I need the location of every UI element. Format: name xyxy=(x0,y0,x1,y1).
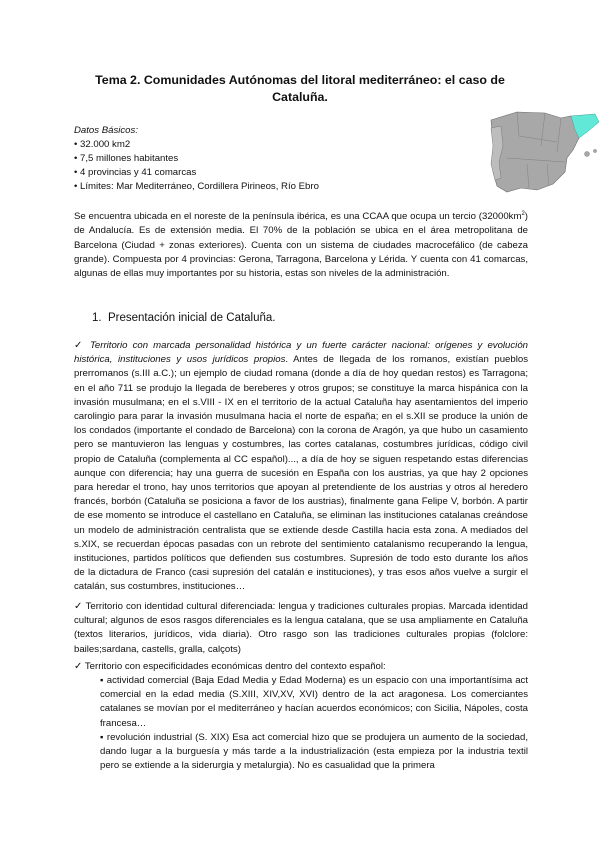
section-heading: 1. Presentación inicial de Cataluña. xyxy=(92,312,276,324)
check-icon: ✓ xyxy=(74,601,83,612)
point-history: ✓ Territorio con marcada personalidad histórica y un fuerte carácter nacional: orígenes y evolución histórica, instituciones y usos jurídicos propios. Antes de llegada de los romanos, existían pueblos prerromanos (s.III a.C.); un ejemplo de ciudad romana (donde a día de hoy quedan restos) es Tarragona; en el año 711 se produjo la llegada de bereberes y otros grupos; se constituye la marca hispánica con la invasión musulmana; en el s.VIII - IX en el territorio de la actual Cataluña hay asentamientos del imperio carolingio para parar la invasión musulmana hacia el norte de españa; en el s.XII se produce la unión de los condados (importante el condado de Barcelona) con la corona de Aragón, ya que hubo un casamiento pero se mantuvieron las lenguas y costumbres, las cortes catalanas, costumbres jurídicas, código civil propio de Cataluña (complementa al CC español)..., a día de hoy se siguen respetando estas diferencias aunque con diferencia; hay una guerra de sucesión en España con los austrias, ya que hay 2 opciones para heredar el trono, hay unos territorios que apoyan al pretendiente de los austrias y otros al heredero francés, borbón (Cataluña se posiciona a favor de los austrias), finalmente gana Felipe V, borbón. A partir de ese momento se introduce el castellano en Cataluña, se eliminan las instituciones catalanas creándose un modelo de administración centralista que se extiende desde Castilla hacia esta zona. A mediados del s.XIX, se recuerdan épocas pasadas con un rebrote del sentimiento catalanismo recuperando la lengua, instituciones, partidos políticos que defienden sus costumbres. Supresión de todo esto durante los años de la dictadura de Franco (casi supresión del catalán e instituciones), y tras esos años vuelve a surgir el catalán, sus costumbres, instituciones… xyxy=(74,340,528,593)
list-item: ▪ actividad comercial (Baja Edad Media y Edad Moderna) es un espacio con una importantísima act comercial en la edad media (S.XIII, XIV,XV, XVI) dentro de la act aragonesa. Los comerciantes catalanes se movían por el mediterráneo y hacían acuerdos económicos; con Sicilia, Nápoles, costa francesa… xyxy=(100,675,528,729)
check-icon: ✓ xyxy=(74,661,83,672)
spain-map-image xyxy=(487,106,600,198)
basic-data-item: • 4 provincias y 41 comarcas xyxy=(74,167,197,178)
economy-bullets xyxy=(92,674,528,773)
basic-data-label: Datos Básicos: xyxy=(74,125,138,136)
basic-data-item: • Límites: Mar Mediterráneo, Cordillera Pirineos, Río Ebro xyxy=(74,181,319,192)
point-economy: ✓ Territorio con especificidades económicas dentro del contexto español: xyxy=(74,661,386,672)
point-culture: ✓ Territorio con identidad cultural diferenciada: lengua y tradiciones culturales propias. Marcada identidad cultural; algunos de esos rasgos diferenciales es la lengua catalana, que se usa ampliamente en Cataluña (textos literarios, jurídicos, vida diaria). Otro rasgo son las tradiciones culturales propias (folclore: bailes;sardana, castells, gralla, calçots) xyxy=(74,601,528,655)
basic-data-item: • 32.000 km2 xyxy=(74,139,131,150)
basic-data xyxy=(74,124,474,194)
page-title: Tema 2. Comunidades Autónomas del litoral mediterráneo: el caso de Cataluña. xyxy=(95,73,505,104)
basic-data-item: • 7,5 millones habitantes xyxy=(74,153,179,164)
intro-paragraph: Se encuentra ubicada en el noreste de la península ibérica, es una CCAA que ocupa un tercio $(32000km^2)$ de Andalucía. Es de extensión media. El 70% de la población se ubica en el área metropolitana de Barcelona (Ciudad + zonas exteriores). Cuenta con un sistema de ciudades macrocefálico (de cabeza grande). Compuesta por 4 provincias: Gerona, Tarragona, Barcelona y Lérida. Y cuenta con 41 comarcas, algunas de ellas muy importantes por su historia, estas son niveles de la administración. xyxy=(74,211,528,279)
list-item: ▪ revolución industrial (S. XIX) Esa act comercial hizo que se produjera un aumento de la sociedad, dando lugar a la burguesía y más tarde a la industrialización (esta empieza por la industria textil pero se extiende a la siderurgia y metalurgia). No es casualidad que la primera xyxy=(100,731,528,772)
check-icon: ✓ xyxy=(74,340,85,351)
